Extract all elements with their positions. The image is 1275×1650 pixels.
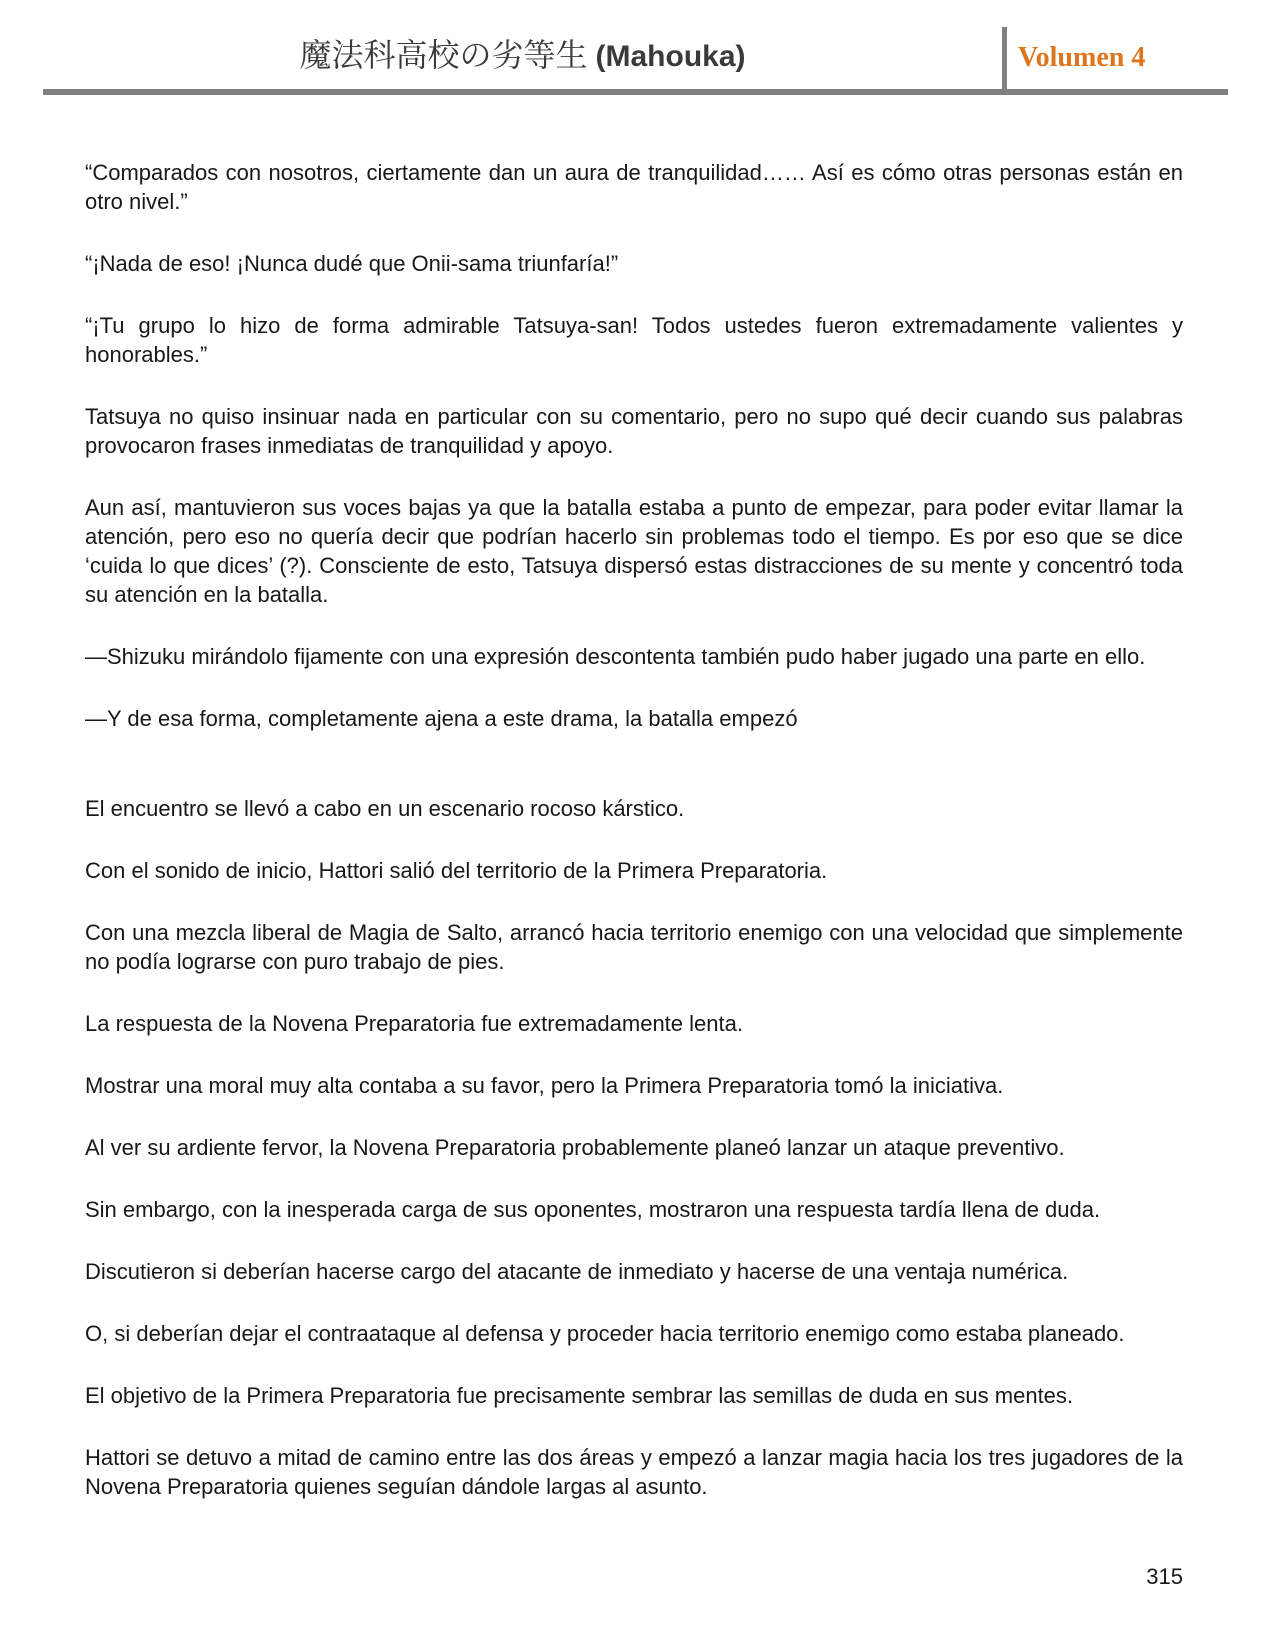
paragraph: La respuesta de la Novena Preparatoria fue extremadamente lenta. (85, 1011, 743, 1036)
paragraph: Aun así, mantuvieron sus voces bajas ya que la batalla estaba a punto de empezar, para poder evitar llamar la atención, pero eso no quería decir que podrían hacerlo sin problemas todo el tiempo. Es por eso que se dice ‘cuida lo que dices’ (?). Consciente de esto, Tatsuya dispersó estas distracciones de su mente y concentró toda su atención en la batalla. (85, 495, 1183, 607)
paragraph: Hattori se detuvo a mitad de camino entre las dos áreas y empezó a lanzar magia hacia los tres jugadores de la Novena Preparatoria quienes seguían dándole largas al asunto. (85, 1445, 1183, 1499)
paragraph: Sin embargo, con la inesperada carga de sus oponentes, mostraron una respuesta tardía llena de duda. (85, 1197, 1101, 1222)
paragraph: Discutieron si deberían hacerse cargo del atacante de inmediato y hacerse de una ventaja numérica. (85, 1259, 1069, 1284)
paragraph: Tatsuya no quiso insinuar nada en particular con su comentario, pero no supo qué decir cuando sus palabras provocaron frases inmediatas de tranquilidad y apoyo. (85, 404, 1183, 458)
paragraph: El encuentro se llevó a cabo en un escenario rocoso kárstico. (85, 796, 685, 821)
paragraph: El objetivo de la Primera Preparatoria fue precisamente sembrar las semillas de duda en sus mentes. (85, 1383, 1074, 1408)
paragraph: Con el sonido de inicio, Hattori salió del territorio de la Primera Preparatoria. (85, 858, 828, 883)
paragraph: “Comparados con nosotros, ciertamente dan un aura de tranquilidad…… Así es cómo otras personas están en otro nivel.” (85, 160, 1183, 214)
paragraph: “¡Nada de eso! ¡Nunca dudé que Onii-sama triunfaría!” (85, 251, 619, 276)
page-title (43, 33, 1002, 77)
paragraph: O, si deberían dejar el contraataque al defensa y proceder hacia territorio enemigo como estaba planeado. (85, 1321, 1125, 1346)
header-vertical-divider (1002, 27, 1007, 95)
page-body (85, 158, 1183, 1534)
paragraph: Al ver su ardiente fervor, la Novena Preparatoria probablemente planeó lanzar un ataque preventivo. (85, 1135, 1065, 1160)
paragraph: —Y de esa forma, completamente ajena a este drama, la batalla empezó (85, 706, 798, 731)
paragraph: Con una mezcla liberal de Magia de Salto, arrancó hacia territorio enemigo con una velocidad que simplemente no podía lograrse con puro trabajo de pies. (85, 920, 1183, 974)
title-latin: (Mahouka) (595, 40, 746, 73)
volume-label: Volumen 4 (1018, 42, 1146, 73)
paragraph: Mostrar una moral muy alta contaba a su favor, pero la Primera Preparatoria tomó la iniciativa. (85, 1073, 1004, 1098)
title-japanese: 魔法科高校の劣等生 (299, 36, 588, 74)
paragraph: “¡Tu grupo lo hizo de forma admirable Tatsuya-san! Todos ustedes fueron extremadamente valientes y honorables.” (85, 313, 1183, 367)
page-number: 315 (1146, 1564, 1183, 1589)
header-rule (43, 89, 1228, 95)
paragraph: —Shizuku mirándolo fijamente con una expresión descontenta también pudo haber jugado una parte en ello. (85, 644, 1146, 669)
